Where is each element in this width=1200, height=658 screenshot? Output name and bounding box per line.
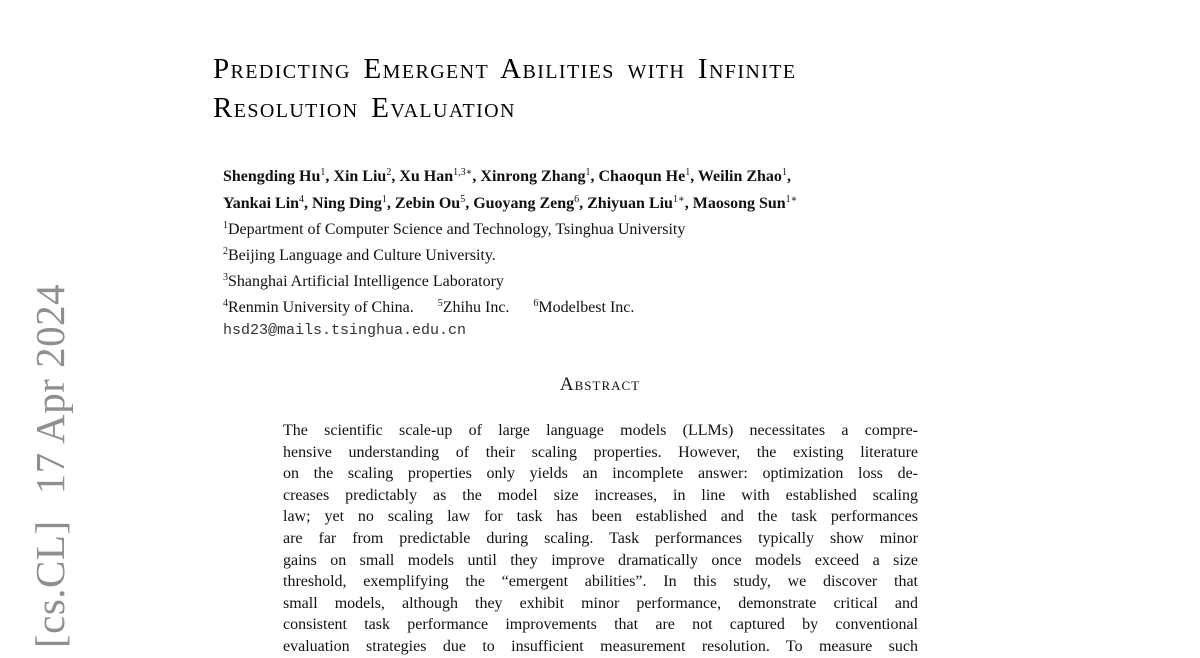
abstract-line: creases predictably as the model size increases, in line with established scaling (283, 486, 918, 504)
abstract-line: consistent task performance improvements that are not captured by conventional (283, 616, 918, 634)
affiliation-4-5-6 (223, 293, 983, 319)
abstract-line: are far from predictable during scaling. Task performances typically show minor (283, 529, 918, 547)
affiliation-text: Shanghai Artificial Intelligence Laboratory (228, 273, 504, 290)
affiliation-marker: 4 (223, 298, 228, 309)
author-name: Xin Liu (333, 168, 387, 185)
affiliation-marker: 1 (223, 220, 228, 231)
author-affiliation-marker: 1 (320, 167, 326, 178)
author-affiliation-marker: 4 (299, 194, 305, 205)
author-affiliation-marker: 1 (685, 167, 691, 178)
abstract-line: The scientific scale-up of large language models (LLMs) necessitates a compre- (283, 422, 918, 439)
affiliation-marker: 2 (223, 246, 228, 257)
author-name: Maosong Sun (692, 195, 786, 212)
title-line-2: Resolution Evaluation (213, 92, 516, 124)
author-affiliation-marker: 1∗ (672, 194, 685, 205)
title-line-1: Predicting Emergent Abilities with Infinite (213, 53, 797, 85)
author-row-1 (223, 161, 983, 188)
abstract-line: on the scaling properties only yields an incomplete answer: optimization loss de- (283, 465, 918, 483)
author-separator: , (579, 195, 588, 212)
author-name: Zebin Ou (394, 195, 461, 212)
affiliation-3 (223, 267, 983, 293)
author-affiliation-marker: 6 (574, 194, 580, 205)
author-affiliation-marker: 2 (386, 167, 392, 178)
affiliation-text: Renmin University of China. (228, 299, 414, 316)
author-separator: , (472, 168, 481, 185)
author-name: Guoyang Zeng (473, 195, 575, 212)
author-name: Chaoqun He (598, 168, 686, 185)
author-affiliation-marker: 1 (781, 167, 787, 178)
author-separator: , (684, 195, 693, 212)
arxiv-date: 17 Apr 2024 (27, 283, 73, 495)
abstract-line: threshold, exemplifying the “emergent abilities”. In this study, we discover that (283, 573, 918, 591)
affiliation-2 (223, 241, 983, 267)
author-affiliation-marker: 1 (585, 167, 591, 178)
abstract-line: law; yet no scaling law for task has been established and the task performances (283, 508, 918, 526)
author-block (223, 161, 983, 343)
abstract-body (283, 420, 918, 658)
author-name: Ning Ding (312, 195, 382, 212)
affiliation-text: Modelbest Inc. (538, 299, 635, 316)
author-affiliation-marker: 1,3∗ (453, 167, 473, 178)
abstract-line: evaluation strategies due to insufficient measurement resolution. To measure such (283, 637, 918, 655)
author-separator: , (386, 195, 395, 212)
abstract-heading: Abstract (559, 374, 641, 395)
affiliation-marker: 5 (437, 298, 443, 309)
author-separator: , (325, 168, 334, 185)
author-separator: , (690, 168, 698, 185)
affiliation-text: Department of Computer Science and Technology, Tsinghua University (228, 221, 686, 238)
author-separator: , (391, 168, 400, 185)
affiliation-marker: 6 (533, 298, 539, 309)
abstract-line: small models, although they exhibit minor performance, demonstrate critical and (283, 594, 918, 612)
author-affiliation-marker: 5 (460, 194, 466, 205)
paper-title (213, 50, 1013, 128)
author-affiliation-marker: 1∗ (785, 194, 798, 205)
contact-email[interactable]: hsd23@mails.tsinghua.edu.cn (223, 322, 467, 339)
abstract-line: gains on small models until they improve dramatically once models exceed a size (283, 551, 918, 569)
affiliation-text: Zhihu Inc. (442, 299, 510, 316)
author-separator: , (786, 168, 791, 185)
author-separator: , (304, 195, 313, 212)
abstract-line: hensive understanding of their scaling properties. However, the existing literature (283, 443, 918, 461)
author-name: Yankai Lin (223, 195, 300, 212)
affiliation-marker: 3 (223, 272, 228, 283)
author-name: Weilin Zhao (697, 168, 782, 185)
affiliation-text: Beijing Language and Culture University. (228, 247, 496, 264)
affiliation-1 (223, 215, 983, 241)
arxiv-side-stamp (26, 284, 74, 648)
author-name: Xinrong Zhang (480, 168, 586, 185)
author-separator: , (465, 195, 474, 212)
author-separator: , (590, 168, 599, 185)
author-name: Zhiyuan Liu (587, 195, 673, 212)
author-name: Shengding Hu (223, 168, 321, 185)
author-name: Xu Han (399, 168, 454, 185)
author-affiliation-marker: 1 (381, 194, 387, 205)
author-row-2 (223, 188, 983, 215)
arxiv-category: [cs.CL] (27, 520, 73, 648)
